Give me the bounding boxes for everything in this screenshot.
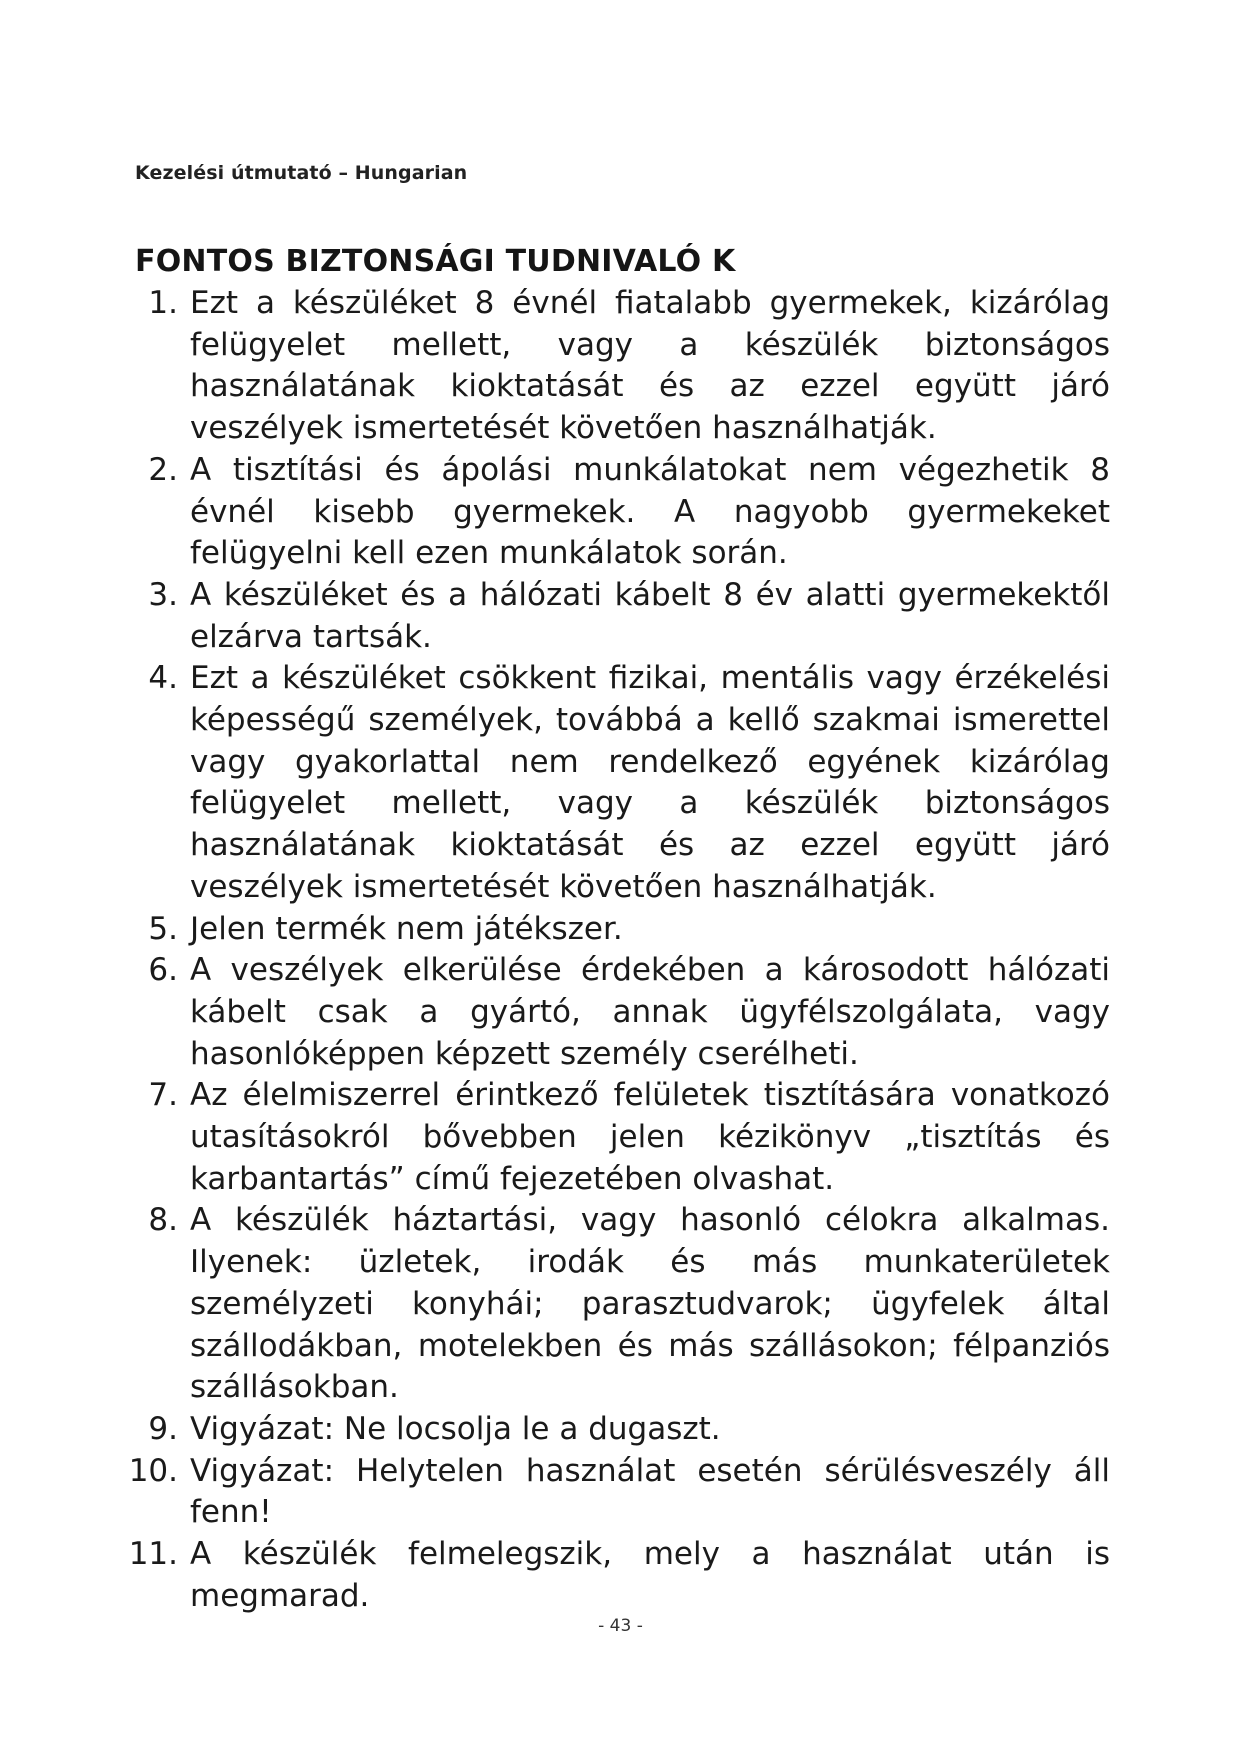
- item-text: A veszélyek elkerülése érdekében a károsodott hálózati kábelt csak a gyártó, annak ügyfélszolgálata, vagy hasonlóképpen képzett személy cserélheti.: [190, 952, 1110, 1072]
- item-number: 8.: [148, 1202, 178, 1239]
- item-number: 4.: [148, 660, 178, 697]
- item-text: Ezt a készüléket csökkent fizikai, mentális vagy érzékelési képességű személyek, továbbá a kellő szakmai ismerettel vagy gyakorlattal nem rendelkező egyének kizárólag felügyelet mellett, vagy a készülék biztonságos használatának kioktatását és az ezzel együtt járó veszélyek ismertetését követően használhatják.: [190, 660, 1110, 905]
- list-item: [110, 450, 1110, 575]
- item-number: 5.: [148, 910, 178, 947]
- item-number: 10.: [128, 1452, 178, 1489]
- item-number: 1.: [148, 285, 178, 321]
- section-heading: FONTOS BIZTONSÁGI TUDNIVALÓ K: [135, 244, 736, 279]
- item-text: A tisztítási és ápolási munkálatokat nem végezhetik 8 évnél kisebb gyermekek. A nagyobb gyermekeket felügyelni kell ezen munkálatok során.: [190, 451, 1110, 572]
- safety-instructions-list: [110, 283, 1110, 1618]
- item-number: 2.: [148, 451, 178, 488]
- list-item: [110, 1200, 1110, 1409]
- item-number: 9.: [148, 1410, 178, 1447]
- list-item: [110, 1534, 1110, 1617]
- page-number: - 43 -: [598, 1616, 643, 1636]
- item-text: A készüléket és a hálózati kábelt 8 év alatti gyermekektől elzárva tartsák.: [190, 576, 1110, 655]
- list-item: [110, 575, 1110, 658]
- item-text: Vigyázat: Ne locsolja le a dugaszt.: [190, 1410, 721, 1447]
- list-item: [110, 283, 1110, 450]
- item-text: Ezt a készüléket 8 évnél fiatalabb gyermekek, kizárólag felügyelet mellett, vagy a készülék biztonságos használatának kioktatását és az ezzel együtt járó veszélyek ismertetését követően használhatják.: [190, 285, 1110, 447]
- list-item: [110, 950, 1110, 1075]
- list-item: [110, 1409, 1110, 1451]
- item-number: 6.: [148, 952, 178, 989]
- item-number: 7.: [148, 1077, 178, 1114]
- item-number: 3.: [148, 576, 178, 613]
- item-text: Jelen termék nem játékszer.: [190, 910, 623, 947]
- item-text: Az élelmiszerrel érintkező felületek tisztítására vonatkozó utasításokról bővebben jelen kézikönyv „tisztítás és karbantartás” című fejezetében olvashat.: [190, 1077, 1110, 1197]
- list-item: [110, 1451, 1110, 1534]
- item-number: 11.: [128, 1536, 178, 1573]
- list-item: [110, 658, 1110, 908]
- list-item: [110, 909, 1110, 951]
- item-text: Vigyázat: Helytelen használat esetén sérülésveszély áll fenn!: [190, 1452, 1110, 1531]
- list-item: [110, 1075, 1110, 1200]
- item-text: A készülék háztartási, vagy hasonló célokra alkalmas. Ilyenek: üzletek, irodák és más munkaterületek személyzeti konyhái; parasztudvarok; ügyfelek által szállodákban, motelekben és más szállásokon; félpanziós szállásokban.: [190, 1202, 1110, 1406]
- item-text: A készülék felmelegszik, mely a használat után is megmarad.: [190, 1536, 1110, 1614]
- document-header: Kezelési útmutató – Hungarian: [135, 162, 468, 184]
